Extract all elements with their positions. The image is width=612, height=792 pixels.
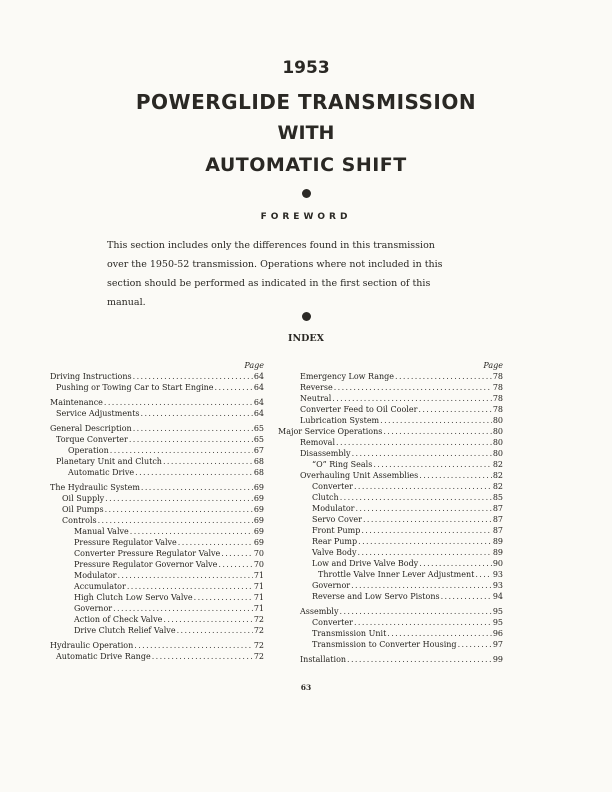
- index-entry: [288, 628, 503, 639]
- leader-dots: [373, 459, 491, 470]
- entry-page: 80: [492, 438, 503, 447]
- leader-dots: [105, 504, 253, 515]
- entry-page: 80: [492, 427, 503, 436]
- foreword-line: section should be performed as indicated in the first section of this: [107, 278, 431, 289]
- index-entry: [50, 537, 264, 548]
- foreword-line: over the 1950-52 transmission. Operations where not included in this: [107, 259, 443, 270]
- entry-page: 69: [253, 516, 264, 525]
- entry-label: Governor: [312, 581, 351, 590]
- entry-page: 64: [253, 409, 264, 418]
- entry-label: Drive Clutch Relief Valve: [74, 626, 176, 635]
- entry-label: Oil Pumps: [62, 505, 104, 514]
- entry-label: Modulator: [312, 504, 355, 513]
- leader-dots: [334, 382, 492, 393]
- entry-page: 71: [253, 582, 264, 591]
- index-entry: [50, 382, 264, 393]
- index-column-right: [278, 360, 503, 665]
- index-entry: [288, 415, 503, 426]
- entry-page: 80: [492, 449, 503, 458]
- leader-dots: [475, 569, 491, 580]
- entry-label: Pressure Regulator Governor Valve: [74, 560, 218, 569]
- entry-label: Converter: [312, 618, 353, 627]
- foreword-line: This section includes only the differences found in this transmission: [107, 240, 435, 251]
- index-entry: [50, 614, 264, 625]
- entry-label: Automatic Drive Range: [56, 652, 151, 661]
- leader-dots: [113, 603, 253, 614]
- index-entry: [288, 437, 503, 448]
- foreword-label: FOREWORD: [260, 212, 352, 222]
- leader-dots: [178, 537, 253, 548]
- leader-dots: [135, 467, 253, 478]
- leader-dots: [387, 628, 492, 639]
- entry-page: 93: [492, 581, 503, 590]
- index-entry: [50, 408, 264, 419]
- leader-dots: [104, 397, 253, 408]
- entry-page: 64: [253, 383, 264, 392]
- index-entry: [50, 397, 264, 408]
- entry-page: 72: [253, 615, 264, 624]
- bullet-divider: [302, 312, 311, 321]
- index-entry: [288, 639, 503, 650]
- leader-dots: [363, 514, 492, 525]
- leader-dots: [127, 581, 253, 592]
- leader-dots: [141, 408, 253, 419]
- entry-label: Converter Pressure Regulator Valve: [74, 549, 221, 558]
- entry-label: Automatic Drive: [68, 468, 135, 477]
- index-entry: [50, 581, 264, 592]
- entry-page: 69: [253, 494, 264, 503]
- leader-dots: [458, 639, 492, 650]
- entry-page: 69: [253, 505, 264, 514]
- leader-dots: [361, 525, 491, 536]
- entry-page: 89: [492, 537, 503, 546]
- index-entry: [288, 481, 503, 492]
- entry-label: Transmission to Converter Housing: [312, 640, 457, 649]
- entry-page: 65: [253, 424, 264, 433]
- entry-page: 93: [492, 570, 503, 579]
- entry-page: 94: [492, 592, 503, 601]
- entry-label: Service Adjustments: [56, 409, 140, 418]
- leader-dots: [441, 591, 492, 602]
- leader-dots: [336, 437, 492, 448]
- entry-label: Neutral: [300, 394, 332, 403]
- entry-label: Rear Pump: [312, 537, 358, 546]
- index-entry: [50, 603, 264, 614]
- heading-year: 1953: [282, 58, 330, 78]
- index-entry: [50, 548, 264, 559]
- index-entry: [50, 526, 264, 537]
- entry-label: Hydraulic Operation: [50, 641, 134, 650]
- index-entry: [278, 426, 503, 437]
- leader-dots: [177, 625, 253, 636]
- index-entry: [50, 456, 264, 467]
- entry-page: 71: [253, 593, 264, 602]
- entry-page: 68: [253, 468, 264, 477]
- leader-dots: [218, 559, 252, 570]
- index-entry: [50, 640, 264, 651]
- entry-page: 67: [253, 446, 264, 455]
- entry-page: 69: [253, 483, 264, 492]
- entry-page: 69: [253, 527, 264, 536]
- index-entry: [50, 467, 264, 478]
- leader-dots: [110, 445, 253, 456]
- leader-dots: [395, 371, 492, 382]
- index-entry: [50, 504, 264, 515]
- entry-label: “O” Ring Seals: [312, 460, 373, 469]
- index-entry: [288, 591, 503, 602]
- leader-dots: [352, 448, 492, 459]
- entry-label: Reverse and Low Servo Pistons: [312, 592, 440, 601]
- entry-page: 72: [253, 641, 264, 650]
- leader-dots: [358, 547, 492, 558]
- index-entry: [50, 592, 264, 603]
- entry-page: 87: [492, 515, 503, 524]
- index-entry: [288, 393, 503, 404]
- entry-page: 78: [492, 405, 503, 414]
- index-entry: [288, 404, 503, 415]
- entry-page: 65: [253, 435, 264, 444]
- leader-dots: [130, 526, 253, 537]
- entry-label: Manual Valve: [74, 527, 129, 536]
- entry-page: 87: [492, 504, 503, 513]
- entry-page: 72: [253, 626, 264, 635]
- leader-dots: [129, 434, 253, 445]
- entry-label: General Description: [50, 424, 132, 433]
- leader-dots: [340, 492, 492, 503]
- index-entry: [288, 654, 503, 665]
- leader-dots: [419, 558, 492, 569]
- entry-label: Reverse: [300, 383, 333, 392]
- index-entry: [288, 492, 503, 503]
- entry-label: Planetary Unit and Clutch: [56, 457, 162, 466]
- entry-label: Action of Check Valve: [74, 615, 163, 624]
- entry-page: 78: [492, 372, 503, 381]
- entry-page: 96: [492, 629, 503, 638]
- entry-label: Controls: [62, 516, 97, 525]
- entry-page: 82: [492, 460, 503, 469]
- index-entry: [288, 448, 503, 459]
- leader-dots: [105, 493, 253, 504]
- entry-page: 82: [492, 471, 503, 480]
- leader-dots: [163, 614, 252, 625]
- index-entry: [50, 515, 264, 526]
- entry-label: Disassembly: [300, 449, 351, 458]
- index-entry: [288, 580, 503, 591]
- index-entry: [288, 459, 503, 470]
- entry-page: 95: [492, 618, 503, 627]
- leader-dots: [340, 606, 492, 617]
- index-entry: [288, 617, 503, 628]
- entry-label: Pressure Regulator Valve: [74, 538, 177, 547]
- index-entry: [288, 558, 503, 569]
- entry-page: 78: [492, 383, 503, 392]
- entry-label: Oil Supply: [62, 494, 105, 503]
- index-entry: [288, 525, 503, 536]
- leader-dots: [98, 515, 253, 526]
- leader-dots: [354, 617, 492, 628]
- entry-label: Lubrication System: [300, 416, 380, 425]
- index-column-left: [50, 360, 264, 662]
- leader-dots: [163, 456, 253, 467]
- leader-dots: [215, 382, 253, 393]
- entry-label: Pushing or Towing Car to Start Engine: [56, 383, 214, 392]
- entry-label: Low and Drive Valve Body: [312, 559, 419, 568]
- entry-label: Throttle Valve Inner Lever Adjustment: [318, 570, 475, 579]
- leader-dots: [418, 404, 491, 415]
- index-entry: [288, 371, 503, 382]
- bullet-divider: [302, 189, 311, 198]
- leader-dots: [133, 371, 253, 382]
- entry-label: Major Service Operations: [278, 427, 383, 436]
- leader-dots: [221, 548, 253, 559]
- entry-label: Torque Converter: [56, 435, 128, 444]
- entry-label: The Hydraulic System: [50, 483, 140, 492]
- entry-page: 87: [492, 526, 503, 535]
- entry-label: Front Pump: [312, 526, 361, 535]
- index-entry: [50, 371, 264, 382]
- leader-dots: [358, 536, 492, 547]
- entry-label: Assembly: [300, 607, 339, 616]
- entry-label: Valve Body: [312, 548, 357, 557]
- index-entry: [50, 651, 264, 662]
- entry-page: 95: [492, 607, 503, 616]
- index-entry: [288, 503, 503, 514]
- entry-label: Overhauling Unit Assemblies: [300, 471, 419, 480]
- entry-page: 69: [253, 538, 264, 547]
- entry-label: Converter: [312, 482, 353, 491]
- entry-page: 70: [253, 560, 264, 569]
- index-entry: [288, 606, 503, 617]
- entry-page: 97: [492, 640, 503, 649]
- page-column-header: Page: [483, 361, 503, 370]
- index-entry: [50, 482, 264, 493]
- entry-page: 71: [253, 571, 264, 580]
- leader-dots: [351, 580, 492, 591]
- leader-dots: [383, 426, 491, 437]
- heading-subtitle: AUTOMATIC SHIFT: [205, 154, 407, 176]
- entry-label: Operation: [68, 446, 109, 455]
- leader-dots: [380, 415, 492, 426]
- page-number: 63: [300, 683, 312, 692]
- index-entry: [288, 382, 503, 393]
- index-entry: [50, 434, 264, 445]
- index-entry: [288, 536, 503, 547]
- index-entry: [50, 445, 264, 456]
- foreword-line: manual.: [107, 297, 146, 308]
- index-entry: [50, 423, 264, 434]
- entry-page: 89: [492, 548, 503, 557]
- index-entry: [50, 493, 264, 504]
- entry-page: 70: [253, 549, 264, 558]
- foreword-paragraph: [107, 236, 447, 312]
- entry-page: 82: [492, 482, 503, 491]
- entry-label: Driving Instructions: [50, 372, 132, 381]
- entry-label: Modulator: [74, 571, 117, 580]
- leader-dots: [133, 423, 253, 434]
- leader-dots: [347, 654, 492, 665]
- entry-page: 71: [253, 604, 264, 613]
- index-entry: [288, 547, 503, 558]
- leader-dots: [354, 481, 492, 492]
- index-entry: [288, 569, 503, 580]
- entry-label: Emergency Low Range: [300, 372, 395, 381]
- entry-page: 85: [492, 493, 503, 502]
- heading-title: POWERGLIDE TRANSMISSION: [135, 90, 477, 114]
- entry-page: 64: [253, 398, 264, 407]
- index-entry: [50, 625, 264, 636]
- entry-page: 99: [492, 655, 503, 664]
- entry-page: 90: [492, 559, 503, 568]
- leader-dots: [332, 393, 492, 404]
- entry-label: Governor: [74, 604, 113, 613]
- index-entry: [288, 470, 503, 481]
- index-title: INDEX: [288, 333, 324, 344]
- entry-label: Accumulator: [74, 582, 126, 591]
- index-entry: [50, 570, 264, 581]
- entry-page: 64: [253, 372, 264, 381]
- entry-label: Converter Feed to Oil Cooler: [300, 405, 418, 414]
- leader-dots: [141, 482, 253, 493]
- entry-label: Removal: [300, 438, 336, 447]
- entry-label: Installation: [300, 655, 347, 664]
- page-column-header: Page: [244, 361, 264, 370]
- leader-dots: [419, 470, 492, 481]
- leader-dots: [134, 640, 253, 651]
- entry-label: Servo Cover: [312, 515, 362, 524]
- entry-label: Clutch: [312, 493, 339, 502]
- leader-dots: [355, 503, 491, 514]
- entry-label: High Clutch Low Servo Valve: [74, 593, 193, 602]
- leader-dots: [194, 592, 253, 603]
- entry-page: 68: [253, 457, 264, 466]
- entry-page: 80: [492, 416, 503, 425]
- entry-page: 72: [253, 652, 264, 661]
- index-entry: [50, 559, 264, 570]
- leader-dots: [117, 570, 252, 581]
- heading-with: WITH: [277, 122, 335, 144]
- entry-label: Transmission Unit: [312, 629, 387, 638]
- entry-label: Maintenance: [50, 398, 103, 407]
- entry-page: 78: [492, 394, 503, 403]
- index-entry: [288, 514, 503, 525]
- leader-dots: [152, 651, 253, 662]
